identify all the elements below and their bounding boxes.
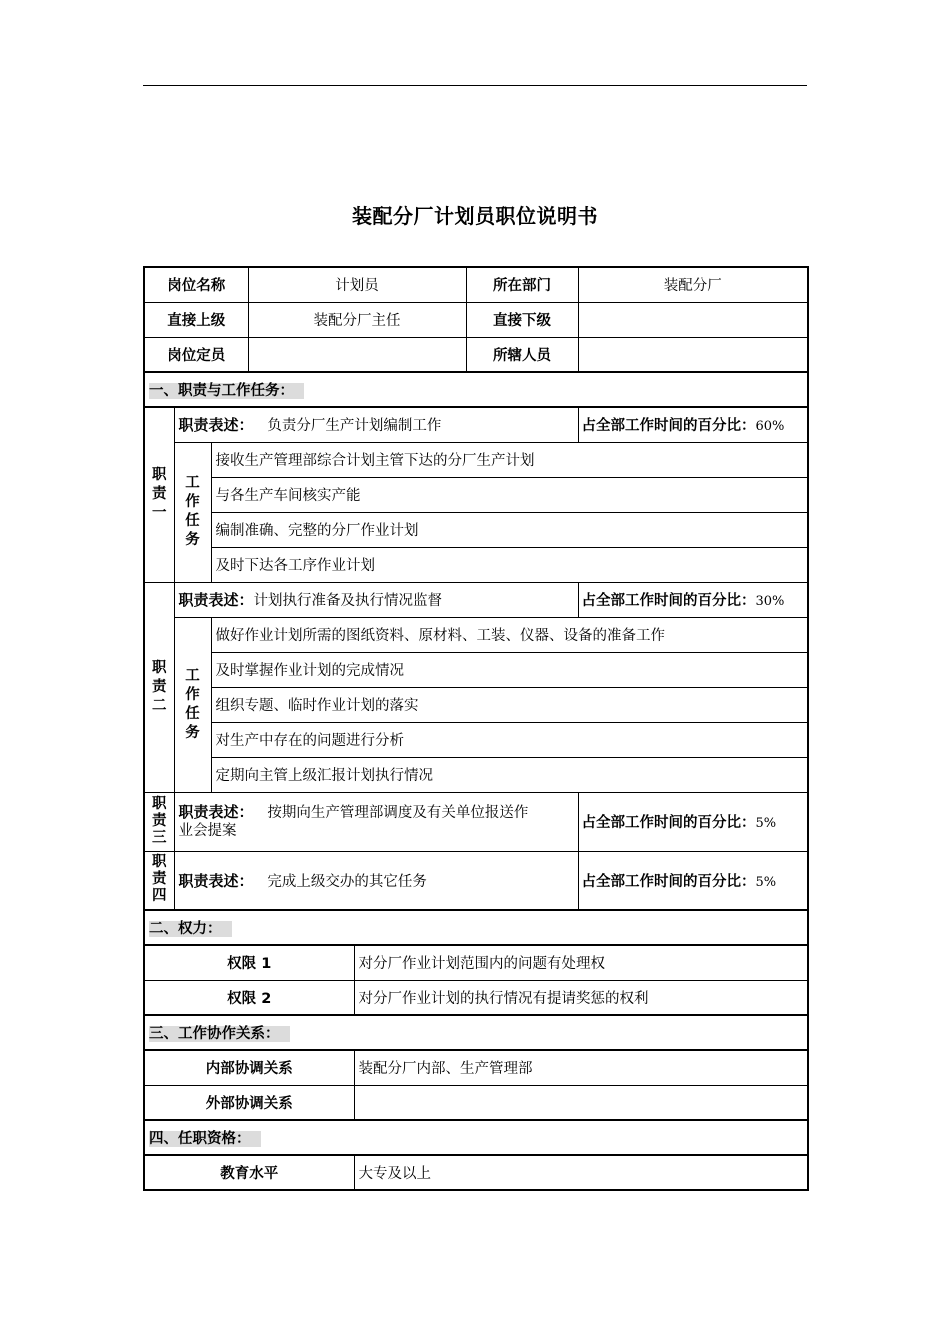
education-label: 教育水平: [144, 1155, 354, 1190]
subordinate-label: 直接下级: [466, 302, 578, 337]
education-value: 大专及以上: [354, 1155, 808, 1190]
duty-2-task-5: 定期向主管上级汇报计划执行情况: [211, 757, 808, 792]
duty-2-task-1: 做好作业计划所需的图纸资料、原材料、工装、仪器、设备的准备工作: [211, 617, 808, 652]
duty-2-description: 职责表述：计划执行准备及执行情况监督: [174, 582, 578, 617]
dept-label: 所在部门: [466, 267, 578, 302]
superior-label: 直接上级: [144, 302, 248, 337]
basic-row-3: [144, 337, 808, 372]
duty-1-task-3: 编制准确、完整的分厂作业计划: [211, 512, 808, 547]
duty-1-task-4: 及时下达各工序作业计划: [211, 547, 808, 582]
duty-1-task-1: 接收生产管理部综合计划主管下达的分厂生产计划: [211, 442, 808, 477]
document-title: 装配分厂计划员职位说明书: [352, 204, 598, 228]
subordinate-value: [578, 302, 808, 337]
power-2-text: 对分厂作业计划的执行情况有提请奖惩的权利: [354, 980, 808, 1015]
duty-1-task-2: 与各生产车间核实产能: [211, 477, 808, 512]
internal-relation-value: 装配分厂内部、生产管理部: [354, 1050, 808, 1085]
section-3-row: [144, 1015, 808, 1050]
duty-2-name: 职责二: [144, 582, 174, 792]
duty-3-name: 职责三: [144, 792, 174, 851]
external-relation-value: [354, 1085, 808, 1120]
section-1-row: [144, 372, 808, 407]
quota-value: [248, 337, 466, 372]
duty-2-task-label: 工作任务: [174, 617, 211, 792]
duty-3-description: 职责表述： 按期向生产管理部调度及有关单位报送作 业会提案: [174, 792, 578, 851]
duty-1-name: 职责一: [144, 407, 174, 582]
power-1-label: 权限 1: [144, 945, 354, 980]
header-rule: [143, 85, 807, 86]
internal-relation-label: 内部协调关系: [144, 1050, 354, 1085]
duty-2-task-3: 组织专题、临时作业计划的落实: [211, 687, 808, 722]
duty-4-percentage: 占全部工作时间的百分比：5%: [578, 851, 808, 910]
power-2-label: 权限 2: [144, 980, 354, 1015]
duty-2-task-4: 对生产中存在的问题进行分析: [211, 722, 808, 757]
basic-row-1: [144, 267, 808, 302]
section-4-row: [144, 1120, 808, 1155]
staff-label: 所辖人员: [466, 337, 578, 372]
quota-label: 岗位定员: [144, 337, 248, 372]
duty-2-task-2: 及时掌握作业计划的完成情况: [211, 652, 808, 687]
section-2-heading: 二、权力：: [144, 910, 808, 945]
duty-1-description: 职责表述： 负责分厂生产计划编制工作: [174, 407, 578, 442]
duty-2-percentage: 占全部工作时间的百分比：30%: [578, 582, 808, 617]
job-description-table: [143, 266, 809, 1191]
duty-4-description: 职责表述： 完成上级交办的其它任务: [174, 851, 578, 910]
duty-1-percentage: 占全部工作时间的百分比：60%: [578, 407, 808, 442]
staff-value: [578, 337, 808, 372]
superior-value: 装配分厂主任: [248, 302, 466, 337]
power-1-text: 对分厂作业计划范围内的问题有处理权: [354, 945, 808, 980]
duty-3-percentage: 占全部工作时间的百分比：5%: [578, 792, 808, 851]
section-1-heading: 一、职责与工作任务：: [144, 372, 808, 407]
dept-value: 装配分厂: [578, 267, 808, 302]
external-relation-label: 外部协调关系: [144, 1085, 354, 1120]
basic-row-2: [144, 302, 808, 337]
duty-1-task-label: 工作任务: [174, 442, 211, 582]
section-4-heading: 四、任职资格：: [144, 1120, 808, 1155]
duty-4-name: 职责四: [144, 851, 174, 910]
section-2-row: [144, 910, 808, 945]
post-name-value: 计划员: [248, 267, 466, 302]
post-name-label: 岗位名称: [144, 267, 248, 302]
section-3-heading: 三、工作协作关系：: [144, 1015, 808, 1050]
